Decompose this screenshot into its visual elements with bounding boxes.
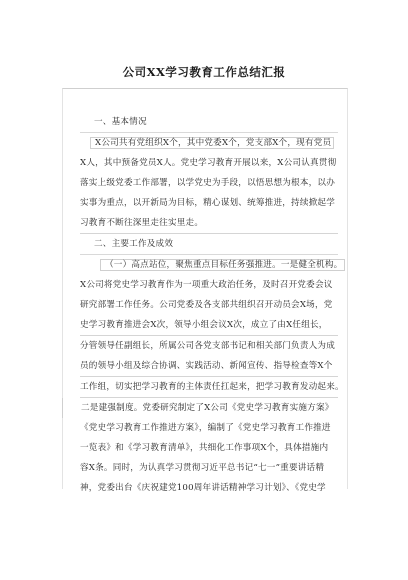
paragraph-line: 实事为重点，以开新局为目标，精心谋划、统筹推进，持续掀起学: [80, 198, 336, 208]
section-heading-basic: 一、基本情况: [80, 112, 338, 133]
paragraph-line: X人，其中预备党员X人。党史学习教育开展以来，X公司认真贯彻: [80, 158, 337, 168]
paragraph-line: 史学习教育推进会X次，领导小组会议X次，成立了由X任组长，: [80, 315, 338, 336]
paragraph-line: [80, 133, 338, 153]
paragraph-line: 研究部署工作任务。公司党委及各支部共组织召开动员会X场，党: [80, 300, 333, 310]
paragraph-line: 分管领导任副组长，所属公司各党支部书记和相关部门负责人为成: [80, 341, 336, 351]
section-heading-work: 二、主要工作及成效: [80, 234, 338, 255]
paragraph-line: 《党史学习教育工作推进方案》，编制了《党史学习教育工作推进: [80, 423, 331, 433]
document-body: [80, 112, 344, 498]
paragraph-line: 容X条。同时，为认真学习贯彻习近平总书记“七一”重要讲话精: [80, 463, 325, 473]
paragraph-line: 工作组，切实把学习教育的主体责任扛起来，把学习教育发动起来。: [80, 377, 338, 398]
paragraph-line: [80, 255, 343, 275]
highlighted-line: X公司共有党组织X个，其中党委X个，党支部X个，现有党员: [90, 137, 334, 149]
document-title: 公司XX学习教育工作总结汇报: [122, 65, 286, 79]
highlighted-line: （一）高点站位，聚焦重点目标任务强推进。一是健全机构。: [100, 259, 345, 271]
paragraph-line: 习教育不断往深里走往实里走。: [80, 213, 338, 234]
paragraph-line: 神，党委出台《庆祝建党100周年讲话精神学习计划》、《党史学: [80, 483, 326, 493]
paragraph-line: 一览表》和《学习教育清单》，共细化工作事项X个，具体措施内: [80, 443, 329, 453]
paragraph-line: 落实上级党委工作部署，以学党史为手段，以悟思想为根本，以办: [80, 178, 336, 188]
paragraph-line: 员的领导小组及综合协调、实践活动、新闻宣传、指导检查等X个: [80, 356, 338, 377]
paragraph-line: 二是建强制度。党委研究制定了X公司《党史学习教育实施方案》: [62, 398, 338, 418]
paragraph-line: X公司将党史学习教育作为一项重大政治任务，及时召开党委会议: [80, 280, 333, 290]
